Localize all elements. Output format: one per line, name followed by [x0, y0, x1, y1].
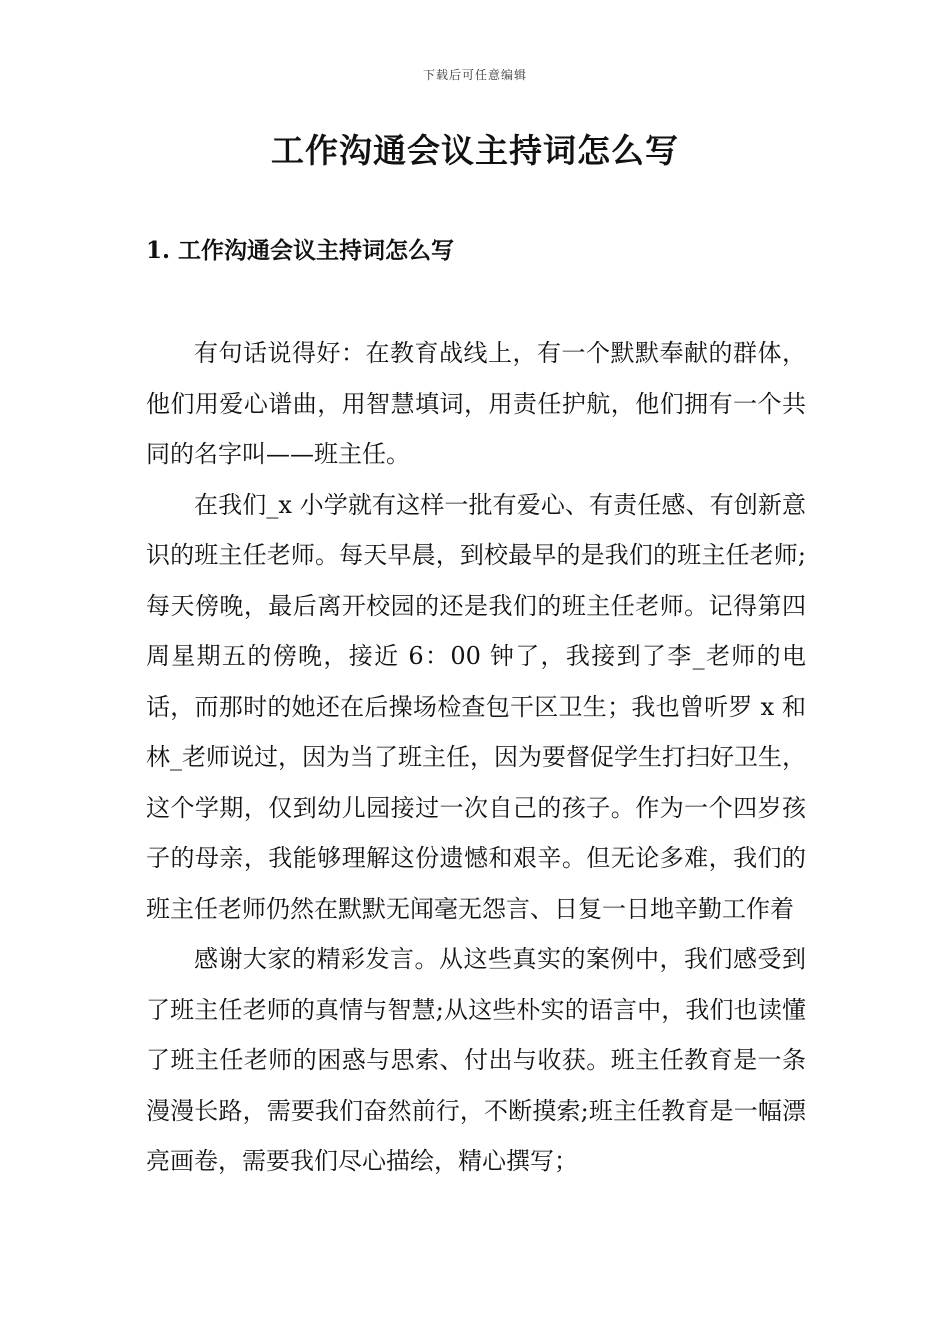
document-title: 工作沟通会议主持词怎么写: [271, 131, 679, 170]
paragraph-thanks: 感谢大家的精彩发言。从这些真实的案例中，我们感受到了班主任老师的真情与智慧;从这些朴实的语言中，我们也读懂了班主任老师的困惑与思索、付出与收获。班主任教育是一条漫漫长路，需要我们奋然前行，不断摸索;班主任教育是一幅漂亮画卷，需要我们尽心描绘，精心撰写；: [146, 945, 806, 1175]
paragraph-teachers: 在我们_x 小学就有这样一批有爱心、有责任感、有创新意识的班主任老师。每天早晨，到校最早的是我们的班主任老师;每天傍晚，最后离开校园的还是我们的班主任老师。记得第四周星期五的傍晚，接近 6：00 钟了，我接到了李_老师的电话，而那时的她还在后操场检查包干区卫生；我也曾听罗 x 和林_老师说过，因为当了班主任，因为要督促学生打扫好卫生，这个学期，仅到幼儿园接过一次自己的孩子。作为一个四岁孩子的母亲，我能够理解这份遗憾和艰辛。但无论多难，我们的班主任老师仍然在默默无闻毫无怨言、日复一日地辛勤工作着: [146, 490, 806, 923]
document-body: [146, 328, 806, 1187]
paragraph-intro: 有句话说得好：在教育战线上，有一个默默奉献的群体，他们用爱心谱曲，用智慧填词，用责任护航，他们拥有一个共同的名字叫——班主任。: [146, 339, 806, 468]
section-heading: 1. 工作沟通会议主持词怎么写: [146, 237, 455, 264]
header-note: 下载后可任意编辑: [422, 68, 527, 82]
